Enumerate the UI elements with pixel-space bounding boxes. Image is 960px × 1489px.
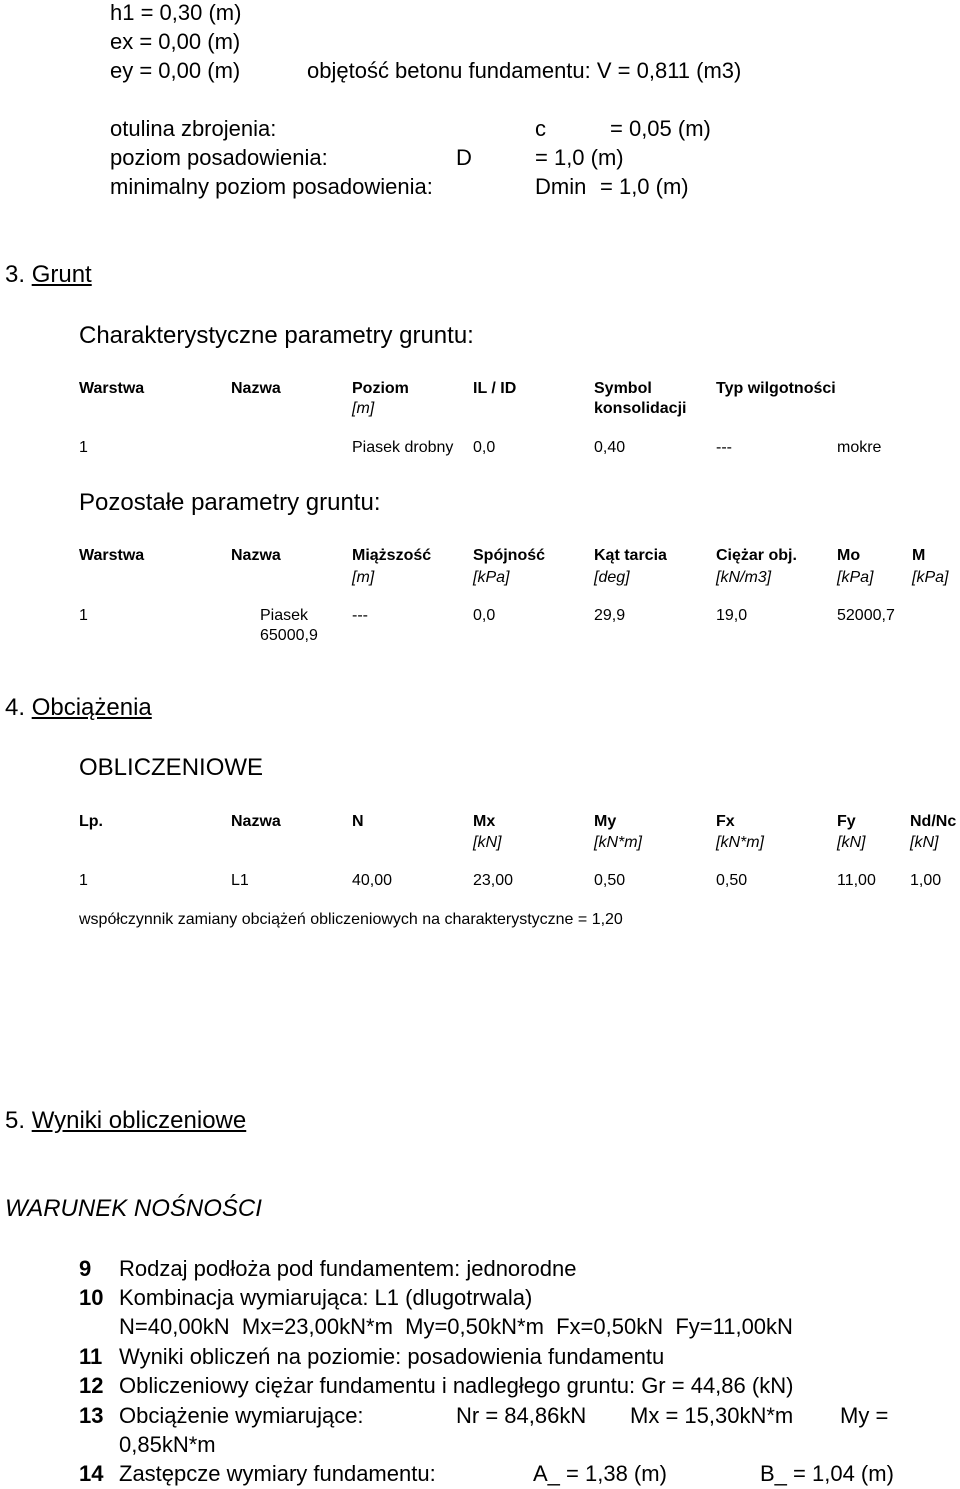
param-ey: ey = 0,00 (m) [110, 58, 241, 83]
char-row-poziom: 0,0 [473, 439, 496, 456]
result-text-10: Kombinacja wymiarująca: L1 (dlugotrwala) [119, 1285, 533, 1310]
section-5-heading [5, 1107, 246, 1135]
loads-unit-fy: [kN] [837, 834, 866, 851]
result-number-12: 12 [79, 1373, 104, 1398]
param-ex: ex = 0,00 (m) [110, 29, 241, 54]
result-text-14: Zastępcze wymiary fundamentu: [119, 1461, 436, 1486]
char-col-poziom: Poziom [352, 380, 409, 397]
loads-unit-mx: [kN] [473, 834, 502, 851]
result-text-13: Obciążenie wymiarujące: [119, 1403, 364, 1428]
loads-unit-nd-nc: [kN] [910, 834, 939, 851]
loads-col-my: My [594, 813, 617, 830]
char-col-symbol-line2: konsolidacji [594, 400, 687, 417]
loads-row-nd-nc: 1,00 [910, 872, 942, 889]
section-3-title: Grunt [31, 261, 92, 288]
other-col-spojnosc: Spójność [473, 547, 546, 564]
result-14-a: A_ = 1,38 (m) [533, 1461, 667, 1486]
other-row-kat: 29,9 [594, 607, 626, 624]
char-row-nazwa: Piasek drobny [352, 439, 454, 456]
min-depth-value: = 1,0 (m) [600, 174, 689, 199]
section-4-heading [5, 694, 152, 722]
result-text-12: Obliczeniowy ciężar fundamentu i nadległego gruntu: Gr = 44,86 (kN) [119, 1373, 794, 1398]
char-col-typ: Typ wilgotności [716, 380, 836, 397]
result-number-10: 10 [79, 1285, 104, 1310]
section-5-title: Wyniki obliczeniowe [31, 1107, 247, 1134]
result-number-11: 11 [79, 1344, 103, 1369]
char-unit-poziom: [m] [352, 400, 375, 417]
cover-value: = 0,05 (m) [610, 116, 711, 141]
char-col-nazwa: Nazwa [231, 380, 281, 397]
result-number-14: 14 [79, 1461, 104, 1486]
other-col-mo: Mo [837, 547, 861, 564]
other-col-m: M [912, 547, 926, 564]
loads-col-nd-nc: Nd/Nc [910, 813, 957, 830]
char-row-symbol: --- [716, 439, 732, 456]
other-row-miazszosc: --- [352, 607, 368, 624]
cover-symbol: c [535, 116, 546, 141]
loads-row-mx: 23,00 [473, 872, 514, 889]
section-3-heading [5, 261, 92, 289]
section-5-number: 5. [5, 1107, 26, 1134]
loads-col-nazwa: Nazwa [231, 813, 281, 830]
depth-label: poziom posadowienia: [110, 145, 328, 170]
cover-label: otulina zbrojenia: [110, 116, 277, 141]
other-unit-ciezar: [kN/m3] [716, 569, 772, 586]
param-h1: h1 = 0,30 (m) [110, 0, 242, 25]
section-4-number: 4. [5, 694, 26, 721]
char-row-warstwa: 1 [79, 439, 88, 456]
other-row-nazwa: Piasek [260, 607, 309, 624]
loads-col-fy: Fy [837, 813, 856, 830]
char-params-heading: Charakterystyczne parametry gruntu: [79, 322, 474, 349]
loads-row-fx: 0,50 [716, 872, 748, 889]
loads-unit-my: [kN*m] [594, 834, 642, 851]
other-unit-kat: [deg] [594, 569, 630, 586]
bearing-condition-heading: WARUNEK NOŚNOŚCI [5, 1195, 262, 1222]
loads-heading: OBLICZENIOWE [79, 754, 264, 781]
other-row-ciezar: 19,0 [716, 607, 748, 624]
loads-row-n: 40,00 [352, 872, 393, 889]
result-number-13: 13 [79, 1403, 104, 1428]
loads-col-n: N [352, 813, 364, 830]
other-params-heading: Pozostałe parametry gruntu: [79, 489, 381, 516]
char-col-symbol: Symbol [594, 380, 652, 397]
result-13-my: My = [840, 1403, 889, 1428]
other-unit-mo: [kPa] [837, 569, 874, 586]
loads-row-lp: 1 [79, 872, 88, 889]
other-row-warstwa: 1 [79, 607, 88, 624]
char-row-typ: mokre [837, 439, 882, 456]
result-13-nr: Nr = 84,86kN [456, 1403, 587, 1428]
loads-row-my: 0,50 [594, 872, 626, 889]
result-text-10-forces: N=40,00kN Mx=23,00kN*m My=0,50kN*m Fx=0,50kN Fy=11,00kN [119, 1314, 793, 1339]
char-col-warstwa: Warstwa [79, 380, 145, 397]
result-13-mx: Mx = 15,30kN*m [630, 1403, 794, 1428]
other-row-mo: 52000,7 [837, 607, 895, 624]
depth-symbol: D [456, 145, 472, 170]
loads-row-nazwa: L1 [231, 872, 249, 889]
other-col-miazszosc: Miąższość [352, 547, 432, 564]
loads-row-fy: 11,00 [837, 872, 876, 889]
other-row-spojnosc: 0,0 [473, 607, 496, 624]
result-text-11: Wyniki obliczeń na poziomie: posadowienia fundamentu [119, 1344, 665, 1369]
other-row-nazwa-line2: 65000,9 [260, 627, 318, 644]
section-4-title: Obciążenia [31, 694, 152, 721]
section-3-number: 3. [5, 261, 26, 288]
result-text-9: Rodzaj podłoża pod fundamentem: jednorodne [119, 1256, 577, 1281]
depth-value: = 1,0 (m) [535, 145, 624, 170]
min-depth-symbol: Dmin [535, 174, 587, 199]
char-row-il-id: 0,40 [594, 439, 626, 456]
result-13-my-value: 0,85kN*m [119, 1432, 216, 1457]
conversion-factor-note: współczynnik zamiany obciążeń obliczeniowych na charakterystyczne = 1,20 [79, 911, 623, 928]
other-unit-m: [kPa] [912, 569, 949, 586]
result-number-9: 9 [79, 1256, 92, 1281]
loads-col-mx: Mx [473, 813, 496, 830]
other-col-warstwa: Warstwa [79, 547, 145, 564]
loads-col-fx: Fx [716, 813, 735, 830]
min-depth-label: minimalny poziom posadowienia: [110, 174, 433, 199]
param-volume: objętość betonu fundamentu: V = 0,811 (m3) [307, 58, 742, 83]
result-14-b: B_ = 1,04 (m) [760, 1461, 894, 1486]
loads-unit-fx: [kN*m] [716, 834, 764, 851]
other-unit-spojnosc: [kPa] [473, 569, 510, 586]
other-col-kat: Kąt tarcia [594, 547, 667, 564]
loads-col-lp: Lp. [79, 813, 103, 830]
char-col-il-id: IL / ID [473, 380, 517, 397]
other-col-nazwa: Nazwa [231, 547, 281, 564]
other-unit-miazszosc: [m] [352, 569, 375, 586]
other-col-ciezar: Ciężar obj. [716, 547, 797, 564]
